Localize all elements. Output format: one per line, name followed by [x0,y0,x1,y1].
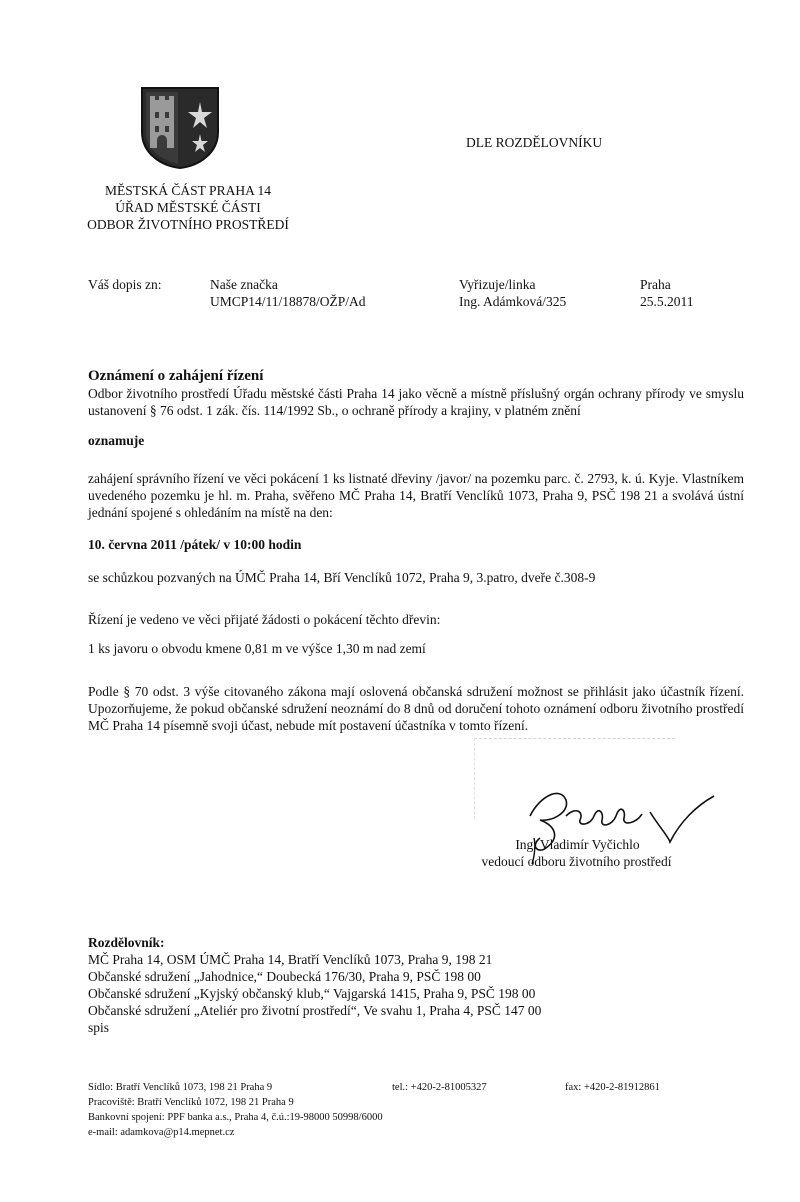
place: Praha [640,277,671,292]
footer-fax: fax: +420-2-81912861 [565,1082,660,1093]
footer-tel: tel.: +420-2-81005327 [392,1082,487,1093]
list-item: Občanské sdružení „Jahodnice,“ Doubecká 176/30, Praha 9, PSČ 198 00 [88,969,481,984]
notice-title: Oznámení o zahájení řízení [88,368,264,384]
participation-info: Podle § 70 odst. 3 výše citovaného zákona mají oslovená občanská sdružení možnost se přihlásit jako účastník řízení. Upozorňujeme, že pokud občanské sdružení neoznámí do 8 dnů od doručení tohoto oznámení odboru životního prostředí MČ Praha 14 písemně svoji účast, nebude mít postavení účastníka v tomto řízení. [88,684,744,733]
handler-value: Ing. Adámková/325 [459,294,567,309]
coat-of-arms-emblem [140,86,220,170]
footer-address [88,1080,383,1140]
meeting-info: se schůzkou pozvaných na ÚMČ Praha 14, Bří Venclíků 1072, Praha 9, 3.patro, dveře č.308-9 [88,570,596,585]
hearing-date: 10. června 2011 /pátek/ v 10:00 hodin [88,537,302,552]
tree-info: 1 ks javoru o obvodu kmene 0,81 m ve výšce 1,30 m nad zemí [88,641,426,656]
footer-seat: Sídlo: Bratří Venclíků 1073, 198 21 Praha 9 [88,1082,273,1093]
list-item: MČ Praha 14, OSM ÚMČ Praha 14, Bratří Venclíků 1073, Praha 9, 198 21 [88,952,493,967]
signatory-role: vedoucí odboru životního prostředí [481,854,672,869]
footer-bank: Bankovní spojení: PPF banka a.s., Praha 4, č.ú.:19-98000 50998/6000 [88,1112,383,1123]
office-line: MĚSTSKÁ ČÁST PRAHA 14 [105,183,271,198]
office-header [70,182,306,233]
distribution-list [88,951,541,1036]
list-item: spis [88,1020,110,1035]
request-info: Řízení je vedeno ve věci přijaté žádosti o pokácení těchto dřevin: [88,612,441,627]
handler-label: Vyřizuje/linka [459,277,536,292]
notice-body: zahájení správního řízení ve věci pokácení 1 ks listnaté dřeviny /javor/ na pozemku parc. č. 2793, k. ú. Kyje. Vlastníkem uvedeného pozemku je hl. m. Praha, svěřeno MČ Praha 14, Bratří Venclíků 1073, Praha 9, PSČ 198 21 a svolává ústní jednání spojené s ohledáním na místě na den: [88,471,744,520]
list-item: Občanské sdružení „Ateliér pro životní prostředí“, Ve svahu 1, Praha 4, PSČ 147 00 [88,1003,542,1018]
footer-workplace: Pracoviště: Bratří Venclíků 1072, 198 21 Praha 9 [88,1097,294,1108]
announces-word: oznamuje [88,433,145,448]
footer-email[interactable]: e-mail: adamkova@p14.mepnet.cz [88,1127,235,1138]
date: 25.5.2011 [640,294,694,309]
our-ref-value: UMCP14/11/18878/OŽP/Ad [210,294,366,309]
our-ref-label: Naše značka [210,277,278,292]
handler [459,276,566,310]
list-item: Občanské sdružení „Kyjský občanský klub,“ Vajgarská 1415, Praha 9, PSČ 198 00 [88,986,536,1001]
our-ref [210,276,366,310]
signatory-name: Ing. Vladimír Vyčichlo [515,837,640,852]
place-date [640,276,694,310]
distribution-title: Rozdělovník: [88,935,165,950]
office-line: ÚŘAD MĚSTSKÉ ČÁSTI [115,200,261,215]
your-ref-label: Váš dopis zn: [88,277,162,292]
notice-intro: Odbor životního prostředí Úřadu městské části Praha 14 jako věcně a místně příslušný orgán ochrany přírody ve smyslu ustanovení § 76 odst. 1 zák. čís. 114/1992 Sb., o ochraně přírody a krajiny, v platném znění [88,386,744,418]
recipient-line: DLE ROZDĚLOVNÍKU [466,135,603,150]
office-line: ODBOR ŽIVOTNÍHO PROSTŘEDÍ [87,217,289,232]
